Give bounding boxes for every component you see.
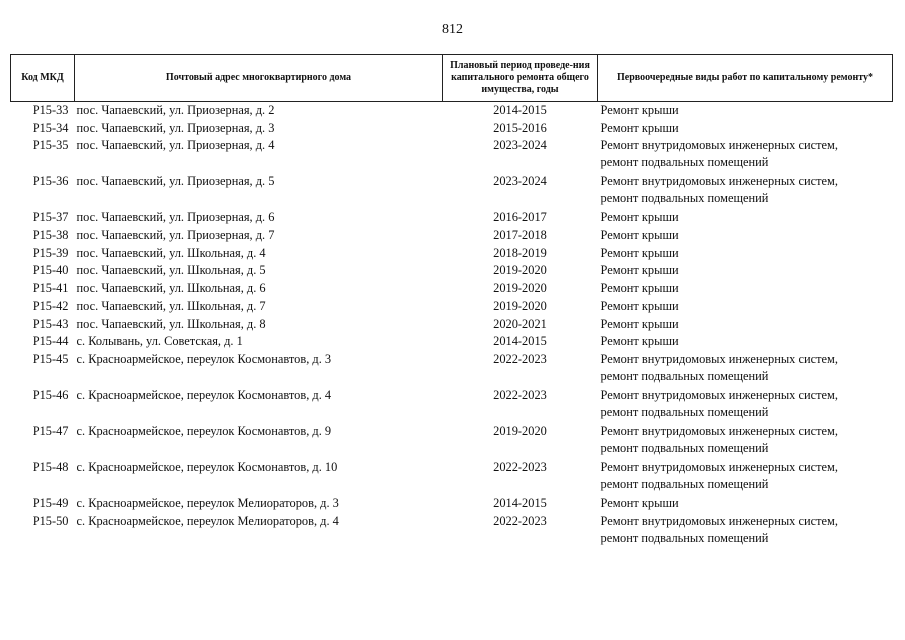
- row-code: P15-34: [32, 120, 69, 135]
- row-code: P15-49: [32, 495, 69, 510]
- row-address: пос. Чапаевский, ул. Школьная, д. 5: [76, 263, 266, 278]
- work-item: ремонт подвальных помещений: [600, 155, 769, 170]
- row-address: с. Красноармейское, переулок Космонавтов, д. 4: [76, 387, 332, 402]
- row-works: [598, 262, 893, 280]
- row-code: P15-45: [32, 351, 69, 366]
- row-period: 2020-2021: [493, 316, 547, 331]
- row-address: пос. Чапаевский, ул. Школьная, д. 7: [76, 298, 266, 313]
- work-item: Ремонт крыши: [600, 103, 679, 117]
- row-address: пос. Чапаевский, ул. Приозерная, д. 4: [76, 138, 275, 153]
- work-item: ремонт подвальных помещений: [600, 368, 769, 383]
- row-code: P15-39: [32, 245, 69, 260]
- row-period: 2015-2016: [493, 120, 547, 135]
- work-item: Ремонт внутридомовых инженерных систем,: [600, 174, 838, 189]
- row-period: 2014-2015: [493, 103, 547, 117]
- work-item: Ремонт крыши: [600, 263, 679, 278]
- work-item: ремонт подвальных помещений: [600, 530, 769, 545]
- row-period: 2023-2024: [493, 138, 547, 153]
- repair-registry-table: [10, 54, 893, 549]
- work-item: Ремонт крыши: [600, 228, 679, 243]
- work-item: ремонт подвальных помещений: [600, 440, 769, 455]
- row-works: [598, 423, 893, 459]
- table-row: [11, 316, 893, 334]
- row-works: [598, 298, 893, 316]
- page-number: 812: [442, 22, 463, 37]
- row-works: [598, 333, 893, 351]
- row-period: 2018-2019: [493, 245, 547, 260]
- row-code: P15-50: [32, 513, 69, 528]
- work-item: Ремонт внутридомовых инженерных систем,: [600, 513, 838, 528]
- table-row: [11, 120, 893, 138]
- row-works: [598, 245, 893, 263]
- row-code: P15-36: [32, 174, 69, 189]
- row-period: 2023-2024: [493, 174, 547, 189]
- table-row: [11, 209, 893, 227]
- work-item: Ремонт крыши: [600, 120, 679, 135]
- row-code: P15-41: [32, 281, 69, 296]
- row-address: с. Красноармейское, переулок Космонавтов, д. 10: [76, 459, 338, 474]
- row-code: P15-47: [32, 423, 69, 438]
- table-row: [11, 280, 893, 298]
- header-period: Плановый период проведе-ния капитального ремонта общего имущества, годы: [443, 55, 598, 102]
- row-works: [598, 495, 893, 513]
- table-body: [11, 102, 893, 549]
- row-code: P15-42: [32, 298, 69, 313]
- row-period: 2019-2020: [493, 281, 547, 296]
- row-address: пос. Чапаевский, ул. Приозерная, д. 6: [76, 210, 275, 225]
- work-item: Ремонт крыши: [600, 495, 679, 510]
- table-row: [11, 137, 893, 173]
- work-item: ремонт подвальных помещений: [600, 191, 769, 206]
- table-row: [11, 333, 893, 351]
- row-address: пос. Чапаевский, ул. Школьная, д. 8: [76, 316, 266, 331]
- row-address: пос. Чапаевский, ул. Школьная, д. 6: [76, 281, 266, 296]
- work-item: Ремонт крыши: [600, 298, 679, 313]
- work-item: ремонт подвальных помещений: [600, 404, 769, 419]
- row-period: 2019-2020: [493, 263, 547, 278]
- row-works: [598, 227, 893, 245]
- row-period: 2022-2023: [493, 513, 547, 528]
- work-item: ремонт подвальных помещений: [600, 476, 769, 491]
- row-address: с. Красноармейское, переулок Мелиораторов, д. 3: [76, 495, 339, 510]
- table-row: [11, 423, 893, 459]
- work-item: Ремонт внутридомовых инженерных систем,: [600, 351, 838, 366]
- table-row: [11, 298, 893, 316]
- work-item: Ремонт внутридомовых инженерных систем,: [600, 138, 838, 153]
- table-row: [11, 351, 893, 387]
- table-header: [11, 55, 893, 102]
- table-row: [11, 495, 893, 513]
- row-code: P15-35: [32, 138, 69, 153]
- header-works: Первоочередные виды работ по капитальному ремонту*: [598, 55, 893, 102]
- work-item: Ремонт крыши: [600, 281, 679, 296]
- row-period: 2017-2018: [493, 228, 547, 243]
- row-code: P15-33: [32, 103, 69, 117]
- row-period: 2022-2023: [493, 387, 547, 402]
- row-works: [598, 513, 893, 549]
- row-works: [598, 459, 893, 495]
- work-item: Ремонт крыши: [600, 245, 679, 260]
- table-row: [11, 102, 893, 120]
- row-code: P15-46: [32, 387, 69, 402]
- row-period: 2019-2020: [493, 423, 547, 438]
- work-item: Ремонт крыши: [600, 316, 679, 331]
- row-period: 2022-2023: [493, 351, 547, 366]
- header-address: Почтовый адрес многоквартирного дома: [75, 55, 443, 102]
- row-code: P15-44: [32, 334, 69, 349]
- row-period: 2014-2015: [493, 495, 547, 510]
- header-row: [11, 55, 893, 102]
- row-works: [598, 209, 893, 227]
- table-row: [11, 459, 893, 495]
- work-item: Ремонт крыши: [600, 334, 679, 349]
- row-code: P15-43: [32, 316, 69, 331]
- row-address: с. Красноармейское, переулок Космонавтов, д. 9: [76, 423, 332, 438]
- work-item: Ремонт крыши: [600, 210, 679, 225]
- row-works: [598, 351, 893, 387]
- row-works: [598, 387, 893, 423]
- row-address: пос. Чапаевский, ул. Приозерная, д. 2: [76, 103, 275, 117]
- work-item: Ремонт внутридомовых инженерных систем,: [600, 387, 838, 402]
- table-row: [11, 227, 893, 245]
- row-code: P15-38: [32, 228, 69, 243]
- work-item: Ремонт внутридомовых инженерных систем,: [600, 423, 838, 438]
- work-item: Ремонт внутридомовых инженерных систем,: [600, 459, 838, 474]
- row-works: [598, 316, 893, 334]
- row-period: 2014-2015: [493, 334, 547, 349]
- row-address: с. Красноармейское, переулок Мелиораторов, д. 4: [76, 513, 339, 528]
- row-address: с. Красноармейское, переулок Космонавтов, д. 3: [76, 351, 332, 366]
- table-row: [11, 262, 893, 280]
- row-period: 2022-2023: [493, 459, 547, 474]
- row-works: [598, 102, 893, 120]
- row-code: P15-40: [32, 263, 69, 278]
- row-works: [598, 137, 893, 173]
- table-row: [11, 173, 893, 209]
- row-address: пос. Чапаевский, ул. Школьная, д. 4: [76, 245, 266, 260]
- row-period: 2016-2017: [493, 210, 547, 225]
- row-period: 2019-2020: [493, 298, 547, 313]
- row-address: пос. Чапаевский, ул. Приозерная, д. 3: [76, 120, 275, 135]
- row-works: [598, 280, 893, 298]
- row-address: с. Колывань, ул. Советская, д. 1: [76, 334, 243, 349]
- row-works: [598, 120, 893, 138]
- row-code: P15-37: [32, 210, 69, 225]
- row-code: P15-48: [32, 459, 69, 474]
- header-code: Код МКД: [11, 55, 75, 102]
- table-row: [11, 387, 893, 423]
- row-works: [598, 173, 893, 209]
- table-row: [11, 513, 893, 549]
- row-address: пос. Чапаевский, ул. Приозерная, д. 7: [76, 228, 275, 243]
- table-row: [11, 245, 893, 263]
- row-address: пос. Чапаевский, ул. Приозерная, д. 5: [76, 174, 275, 189]
